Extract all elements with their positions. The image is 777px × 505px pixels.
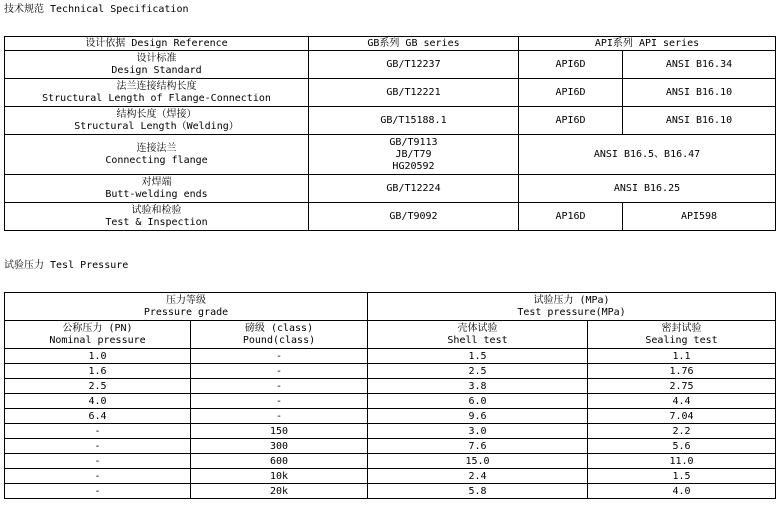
gb-value: GB/T12221: [386, 86, 441, 98]
spec-label-cell: [5, 175, 309, 203]
api-series-header: API系列 API series: [519, 37, 776, 51]
nominal-pressure-cell: -: [5, 454, 191, 469]
shell-test-cell: 2.5: [368, 364, 588, 379]
spec-label-en: Butt-welding ends: [105, 188, 208, 200]
nominal-pressure-cell: 1.6: [5, 364, 191, 379]
gb-value-cell: [309, 107, 519, 135]
gb-value: GB/T12237: [386, 58, 441, 70]
design-reference-header: 设计依据 Design Reference: [5, 37, 309, 51]
table-row: [5, 394, 776, 409]
api-value-cell: AP16D: [519, 203, 623, 231]
api-value-cell: API6D: [519, 107, 623, 135]
pressure-heading: 试验压力 Tesl Pressure: [4, 260, 129, 271]
gb-value-cell: [309, 51, 519, 79]
spec-label-en: Structural Length（Welding）: [74, 120, 239, 132]
ansi-value-cell: ANSI B16.34: [623, 51, 776, 79]
table-row: [5, 349, 776, 364]
nominal-pressure-header: 公称压力 (PN) Nominal pressure: [5, 321, 191, 349]
nominal-pressure-cell: -: [5, 469, 191, 484]
table-row: [5, 484, 776, 499]
sealing-test-cell: 1.5: [588, 469, 776, 484]
spec-label-cn: 对焊端: [141, 176, 172, 188]
pound-class-cell: -: [191, 364, 368, 379]
pound-class-cell: 20k: [191, 484, 368, 499]
spec-label-cell: [5, 51, 309, 79]
table-row: [5, 424, 776, 439]
nominal-pressure-cell: -: [5, 424, 191, 439]
pound-class-cell: -: [191, 394, 368, 409]
shell-test-cell: 2.4: [368, 469, 588, 484]
shell-test-cell: 15.0: [368, 454, 588, 469]
nominal-pressure-cell: 6.4: [5, 409, 191, 424]
shell-test-cell: 5.8: [368, 484, 588, 499]
spec-label-en: Connecting flange: [105, 154, 208, 166]
ansi-value-cell: ANSI B16.10: [623, 79, 776, 107]
test-pressure-header: 试验压力 (MPa) Test pressure(MPa): [368, 293, 776, 321]
sealing-test-cell: 4.4: [588, 394, 776, 409]
pressure-table: [4, 292, 776, 499]
sealing-test-cell: 2.2: [588, 424, 776, 439]
sealing-test-cell: 1.1: [588, 349, 776, 364]
spec-label-cell: [5, 135, 309, 175]
spec-label-en: Design Standard: [111, 64, 202, 76]
gb-value: JB/T79: [395, 148, 432, 160]
shell-test-cell: 3.8: [368, 379, 588, 394]
pressure-grade-header: 压力等级 Pressure grade: [5, 293, 368, 321]
nominal-pressure-cell: -: [5, 439, 191, 454]
shell-test-cell: 9.6: [368, 409, 588, 424]
spec-label-cell: [5, 203, 309, 231]
shell-test-cell: 3.0: [368, 424, 588, 439]
pound-class-cell: -: [191, 409, 368, 424]
nominal-pressure-cell: 2.5: [5, 379, 191, 394]
shell-test-cell: 1.5: [368, 349, 588, 364]
table-row: [5, 135, 776, 175]
api-value-cell: API6D: [519, 79, 623, 107]
pound-class-cell: -: [191, 349, 368, 364]
table-row: [5, 51, 776, 79]
sealing-test-cell: 2.75: [588, 379, 776, 394]
table-row: [5, 364, 776, 379]
spec-label-cn: 连接法兰: [136, 142, 177, 154]
sealing-test-cell: 11.0: [588, 454, 776, 469]
shell-test-cell: 7.6: [368, 439, 588, 454]
spec-label-cn: 设计标准: [136, 52, 177, 64]
shell-test-header: 壳体试验 Shell test: [368, 321, 588, 349]
table-row: [5, 203, 776, 231]
spec-label-en: Test & Inspection: [105, 216, 208, 228]
api-merged-cell: ANSI B16.25: [519, 175, 776, 203]
spec-table: [4, 36, 776, 231]
nominal-pressure-cell: 1.0: [5, 349, 191, 364]
sealing-test-cell: 4.0: [588, 484, 776, 499]
ansi-value-cell: API598: [623, 203, 776, 231]
gb-series-header: GB系列 GB series: [309, 37, 519, 51]
pound-class-cell: 600: [191, 454, 368, 469]
spec-label-cell: [5, 79, 309, 107]
spec-label-en: Structural Length of Flange-Connection: [42, 92, 271, 104]
nominal-pressure-cell: 4.0: [5, 394, 191, 409]
api-merged-cell: ANSI B16.5、B16.47: [519, 135, 776, 175]
pound-class-header: 磅级 (class) Pound(class): [191, 321, 368, 349]
gb-value-cell: [309, 175, 519, 203]
table-row: [5, 454, 776, 469]
gb-value-cell: [309, 135, 519, 175]
spec-label-cn: 试验和检验: [131, 204, 182, 216]
pound-class-cell: 300: [191, 439, 368, 454]
shell-test-cell: 6.0: [368, 394, 588, 409]
sealing-test-cell: 5.6: [588, 439, 776, 454]
table-row: [5, 107, 776, 135]
gb-value: GB/T12224: [386, 182, 441, 194]
gb-value: GB/T15188.1: [380, 114, 447, 126]
table-row: [5, 79, 776, 107]
sealing-test-cell: 1.76: [588, 364, 776, 379]
gb-value: GB/T9092: [389, 210, 438, 222]
table-row: [5, 409, 776, 424]
pound-class-cell: -: [191, 379, 368, 394]
api-value-cell: API6D: [519, 51, 623, 79]
table-row: [5, 469, 776, 484]
sealing-test-cell: 7.04: [588, 409, 776, 424]
table-row: [5, 175, 776, 203]
gb-value: GB/T9113: [389, 136, 438, 148]
gb-value-cell: [309, 203, 519, 231]
pound-class-cell: 10k: [191, 469, 368, 484]
pound-class-cell: 150: [191, 424, 368, 439]
spec-label-cell: [5, 107, 309, 135]
spec-label-cn: 结构长度（焊接）: [116, 108, 197, 120]
spec-label-cn: 法兰连接结构长度: [116, 80, 197, 92]
gb-value: HG20592: [392, 160, 435, 172]
ansi-value-cell: ANSI B16.10: [623, 107, 776, 135]
gb-value-cell: [309, 79, 519, 107]
spec-heading: 技术规范 Technical Specification: [4, 4, 189, 15]
table-row: [5, 439, 776, 454]
sealing-test-header: 密封试验 Sealing test: [588, 321, 776, 349]
nominal-pressure-cell: -: [5, 484, 191, 499]
table-row: [5, 379, 776, 394]
